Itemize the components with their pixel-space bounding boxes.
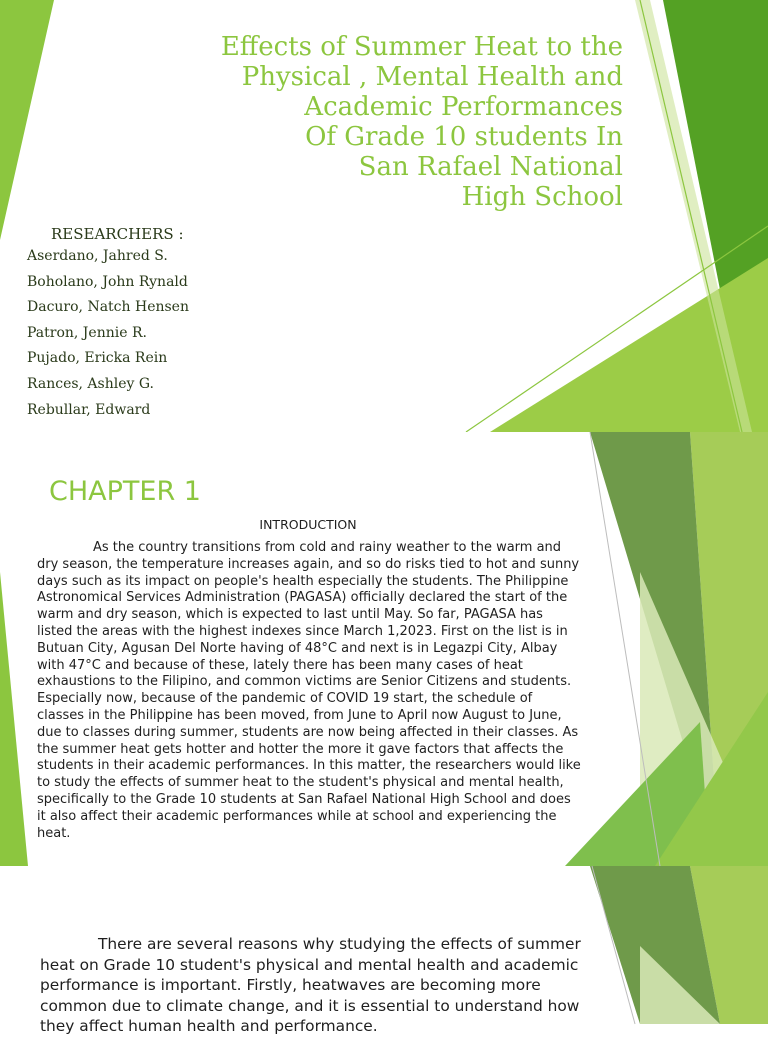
title-line: Academic Performances <box>304 92 623 122</box>
chapter-heading: CHAPTER 1 <box>49 476 201 507</box>
researcher-name: Rebullar, Edward <box>27 401 151 418</box>
researcher-name: Dacuro, Natch Hensen <box>27 299 189 316</box>
title-line: Effects of Summer Heat to the <box>220 32 623 62</box>
title-line: Physical , Mental Health and <box>241 62 623 92</box>
title-line: San Rafael National <box>358 152 623 182</box>
reasons-paragraph: There are several reasons why studying the effects of summer heat on Grade 10 student's physical and mental health and academic performance is important. Firstly, heatwaves are becoming more common due to climate change, and it is essential to understand how they affect human health and performance. <box>40 935 581 1035</box>
researcher-name: Pujado, Ericka Rein <box>27 350 168 367</box>
title-line: Of Grade 10 students In <box>305 122 623 152</box>
researchers-list <box>27 246 189 425</box>
presentation-title <box>123 32 623 212</box>
left-green-triangle <box>0 0 54 240</box>
researchers-heading: RESEARCHERS : <box>51 225 184 243</box>
researcher-name: Patron, Jennie R. <box>27 324 147 341</box>
researcher-name: Boholano, John Rynald <box>27 273 188 290</box>
continuation-slide <box>0 866 768 1035</box>
left-edge-green-triangle <box>0 572 28 866</box>
title-slide <box>0 0 768 432</box>
researcher-name: Aserdano, Jahred S. <box>27 248 168 264</box>
researcher-name: Rances, Ashley G. <box>27 375 155 392</box>
chapter-1-slide <box>0 432 768 866</box>
introduction-paragraph: As the country transitions from cold and rainy weather to the warm and dry season, the temperature increases again, and so do risks tied to hot and sunny days such as its impact on people's health especially the students. The Philippine Astronomical Services Administration (PAGASA) officially declared the start of the warm and dry season, which is expected to last until May. So far, PAGASA has listed the areas with the highest indexes since March 1,2023. First on the list is in Butuan City, Agusan Del Norte having of 48°C and next is in Legazpi City, Albay with 47°C and because of these, lately there has been many cases of heat exhaustions to the Filipino, and common victims are Senior Citizens and students. Especially now, because of the pandemic of COVID 19 start, the schedule of classes in the Philippine has been moved, from June to April now August to June, due to classes during summer, students are now being affected in their classes. As the summer heat gets hotter and hotter the more it gave factors that affects the students in their academic performances. In this matter, the researchers would like to study the effects of summer heat to the student's physical and mental health, specifically to the Grade 10 students at San Rafael National High School and does it also affect their academic performances while at school and experiencing the heat. <box>37 540 581 841</box>
section-heading: INTRODUCTION <box>259 517 357 532</box>
title-line: High School <box>461 182 623 212</box>
